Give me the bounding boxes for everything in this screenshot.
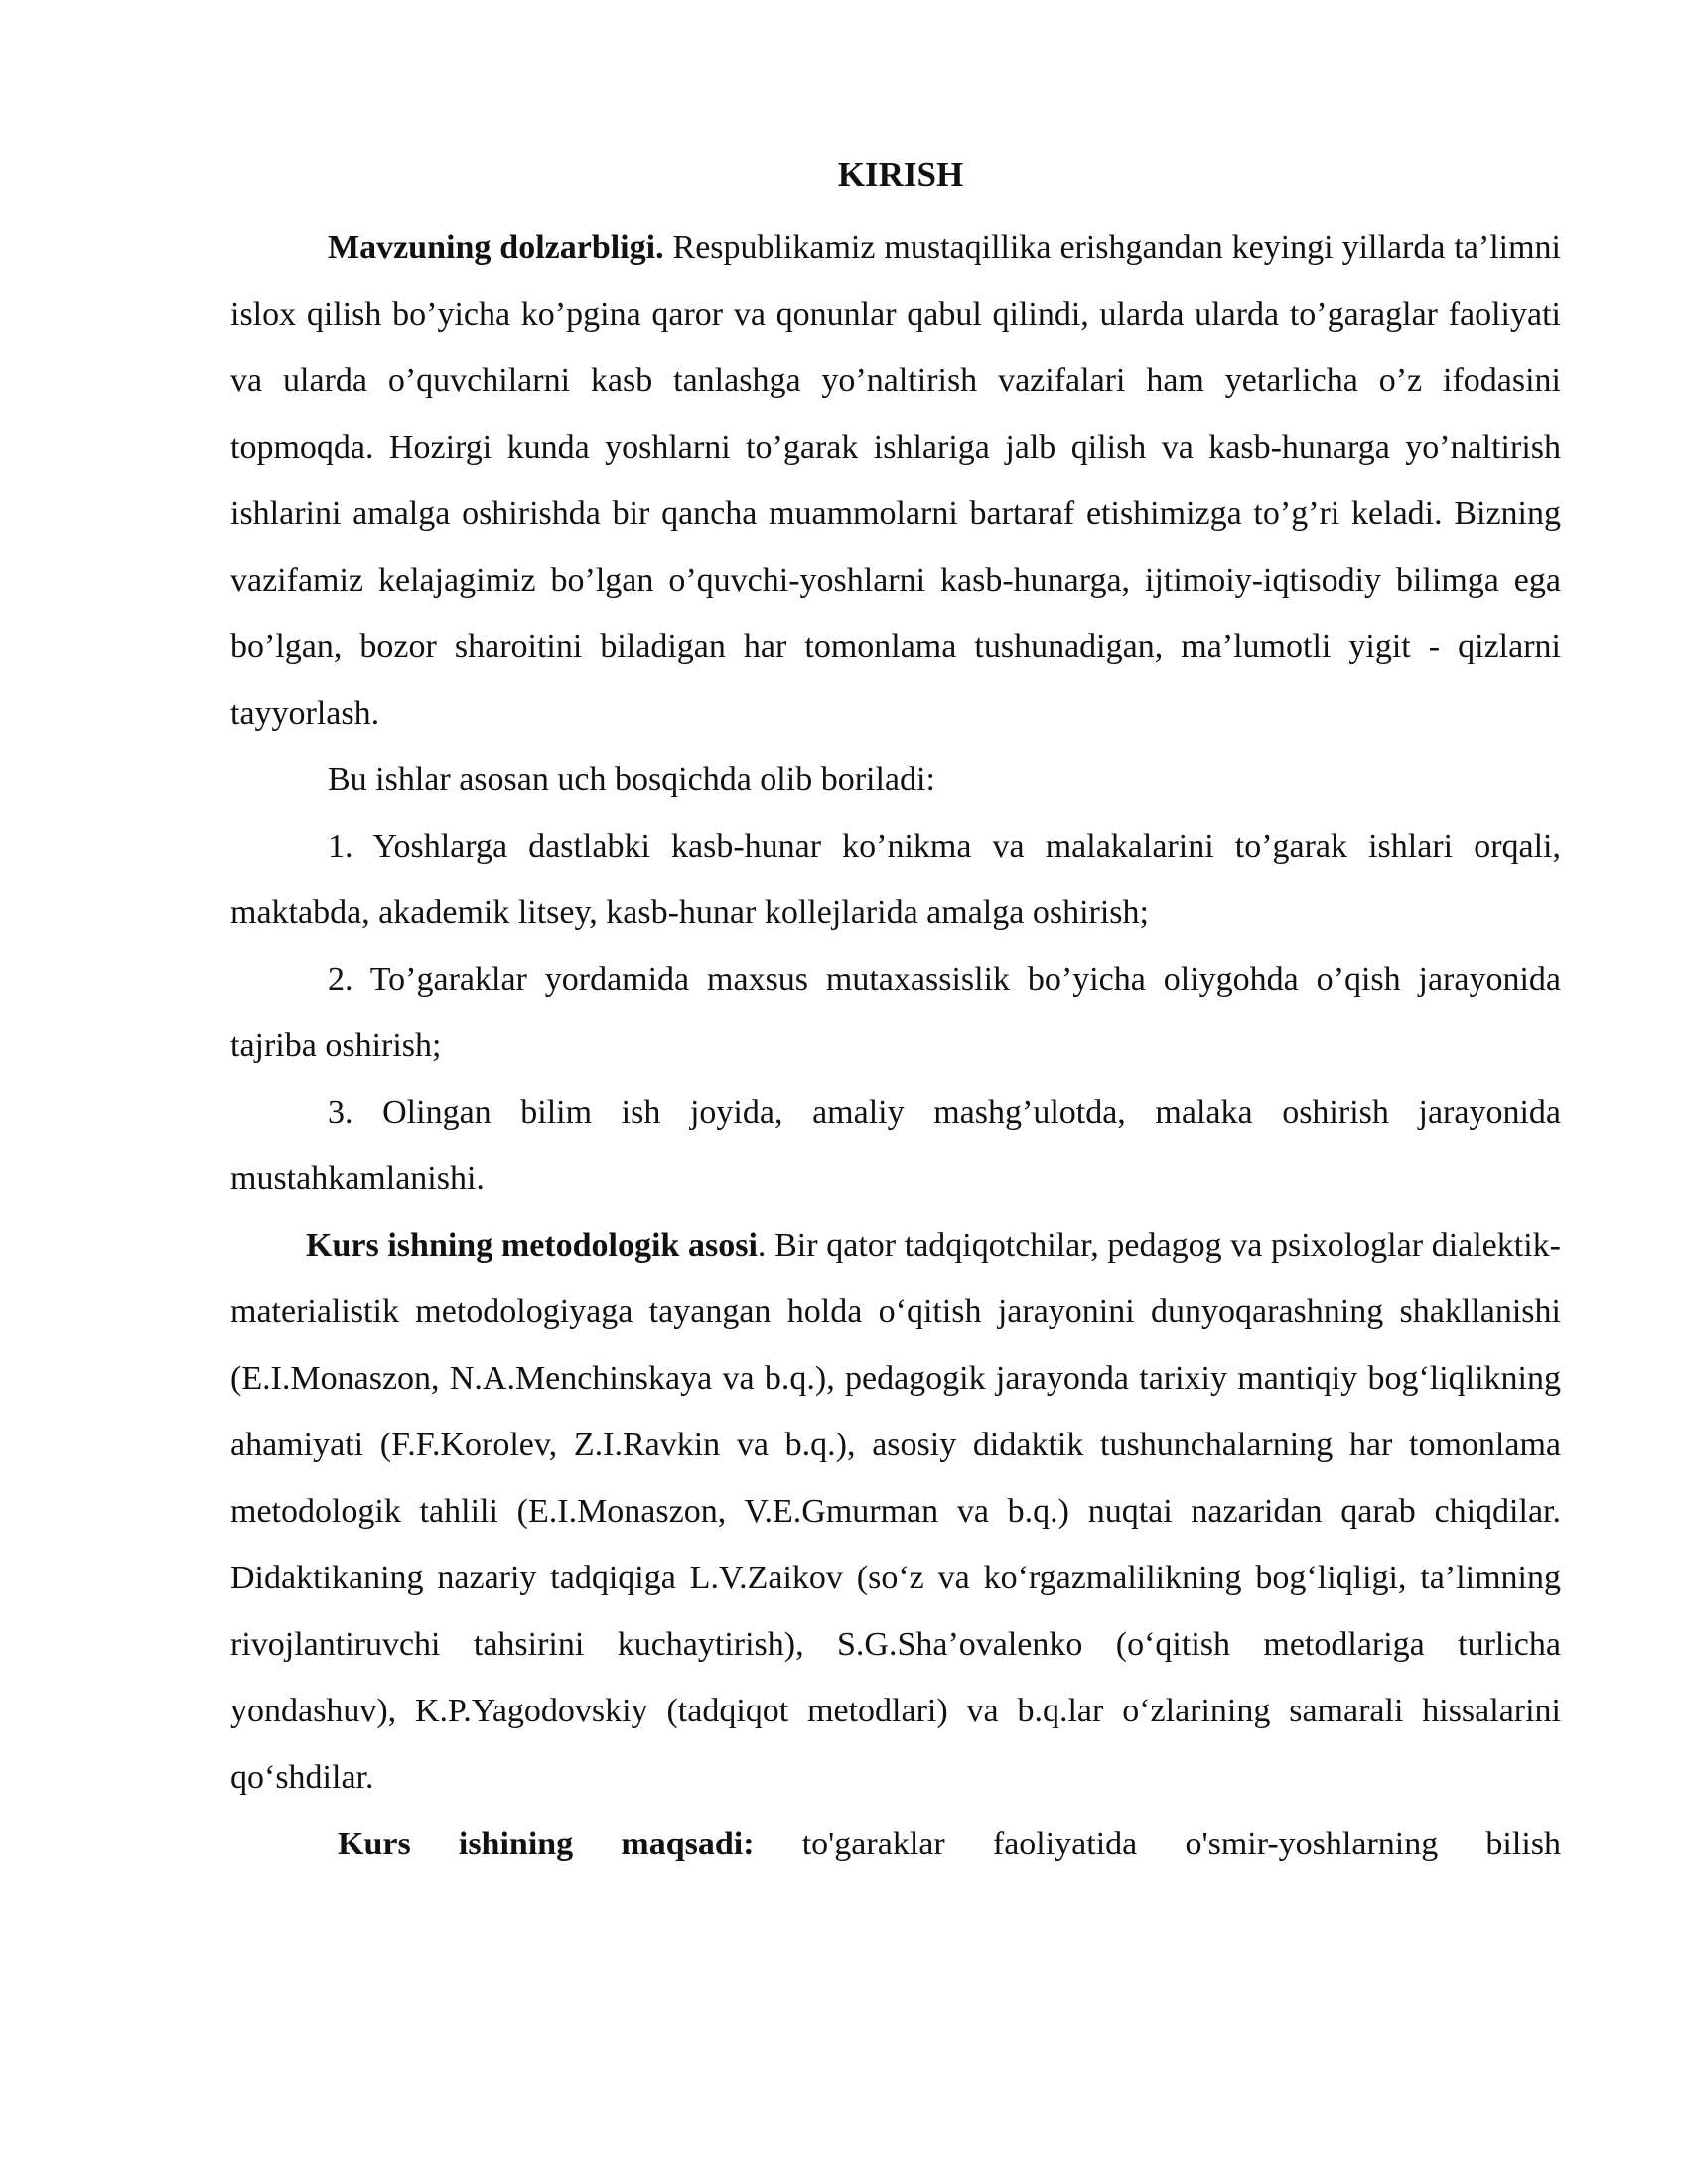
goal-heading: Kurs ishining maqsadi: <box>338 1826 755 1862</box>
stages-intro-paragraph: Bu ishlar asosan uch bosqichda olib boriladi: <box>328 761 935 798</box>
methodology-paragraph <box>230 1212 1561 1811</box>
list-item-2: 2. To’garaklar yordamida maxsus mutaxassislik bo’yicha oliygohda o’qish jarayonida tajriba oshirish; <box>230 961 1561 1064</box>
goal-text: to'garaklar faoliyatida o'smir-yoshlarning bilish <box>754 1826 1561 1862</box>
relevance-text: Respublikamiz mustaqillika erishgandan keyingi yillarda ta’limni islox qilish bo’yicha ko’pgina qaror va qonunlar qabul qilindi, ularda ularda to’garaglar faoliyati va ularda o’quvchilarni kasb tanlashga yo’naltirish vazifalari ham yetarlicha o’z ifodasini topmoqda. Hozirgi kunda yoshlarni to’garak ishlariga jalb qilish va kasb-hunarga yo’naltirish ishlarini amalga oshirishda bir qancha muammolarni bartaraf etishimizga to’g’ri keladi. Bizning vazifamiz kelajagimiz bo’lgan o’quvchi-yoshlarni kasb-hunarga, ijtimoiy-iqtisodiy bilimga ega bo’lgan, bozor sharoitini biladigan har tomonlama tushunadigan, ma’lumotli yigit - qizlarni tayyorlash. <box>230 229 1561 732</box>
list-item-1: 1. Yoshlarga dastlabki kasb-hunar ko’nikma va malakalarini to’garak ishlari orqali, maktabda, akademik litsey, kasb-hunar kollejlarida amalga oshirish; <box>230 828 1561 931</box>
page-title: KIRISH <box>837 155 964 194</box>
methodology-heading: Kurs ishning metodologik asosi <box>306 1227 758 1264</box>
goal-paragraph <box>230 1811 1561 1877</box>
list-item-3: 3. Olingan bilim ish joyida, amaliy mashg’ulotda, malaka oshirish jarayonida mustahkamlanishi. <box>230 1094 1561 1197</box>
relevance-heading: Mavzuning dolzarbligi. <box>328 229 664 266</box>
methodology-text: . Bir qator tadqiqotchilar, pedagog va psixologlar dialektik-materialistik metodologiyaga tayangan holda o‘qitish jarayonini dunyoqarashning shakllanishi (E.I.Monaszon, N.A.Menchinskaya va b.q.), pedagogik jarayonda tarixiy mantiqiy bog‘liqlikning ahamiyati (F.F.Korolev, Z.I.Ravkin va b.q.), asosiy didaktik tushunchalarning har tomonlama metodologik tahlili (E.I.Monaszon, V.E.Gmurman va b.q.) nuqtai nazaridan qarab chiqdilar. Didaktikaning nazariy tadqiqiga L.V.Zaikov (so‘z va ko‘rgazmalilikning bog‘liqligi, ta’limning rivojlantiruvchi tahsirini kuchaytirish), S.G.Sha’ovalenko (o‘qitish metodlariga turlicha yondashuv), K.P.Yagodovskiy (tadqiqot metodlari) va b.q.lar o‘zlarining samarali hissalarini qo‘shdilar. <box>230 1227 1561 1796</box>
relevance-paragraph <box>230 214 1561 747</box>
document-page <box>230 149 1561 1877</box>
